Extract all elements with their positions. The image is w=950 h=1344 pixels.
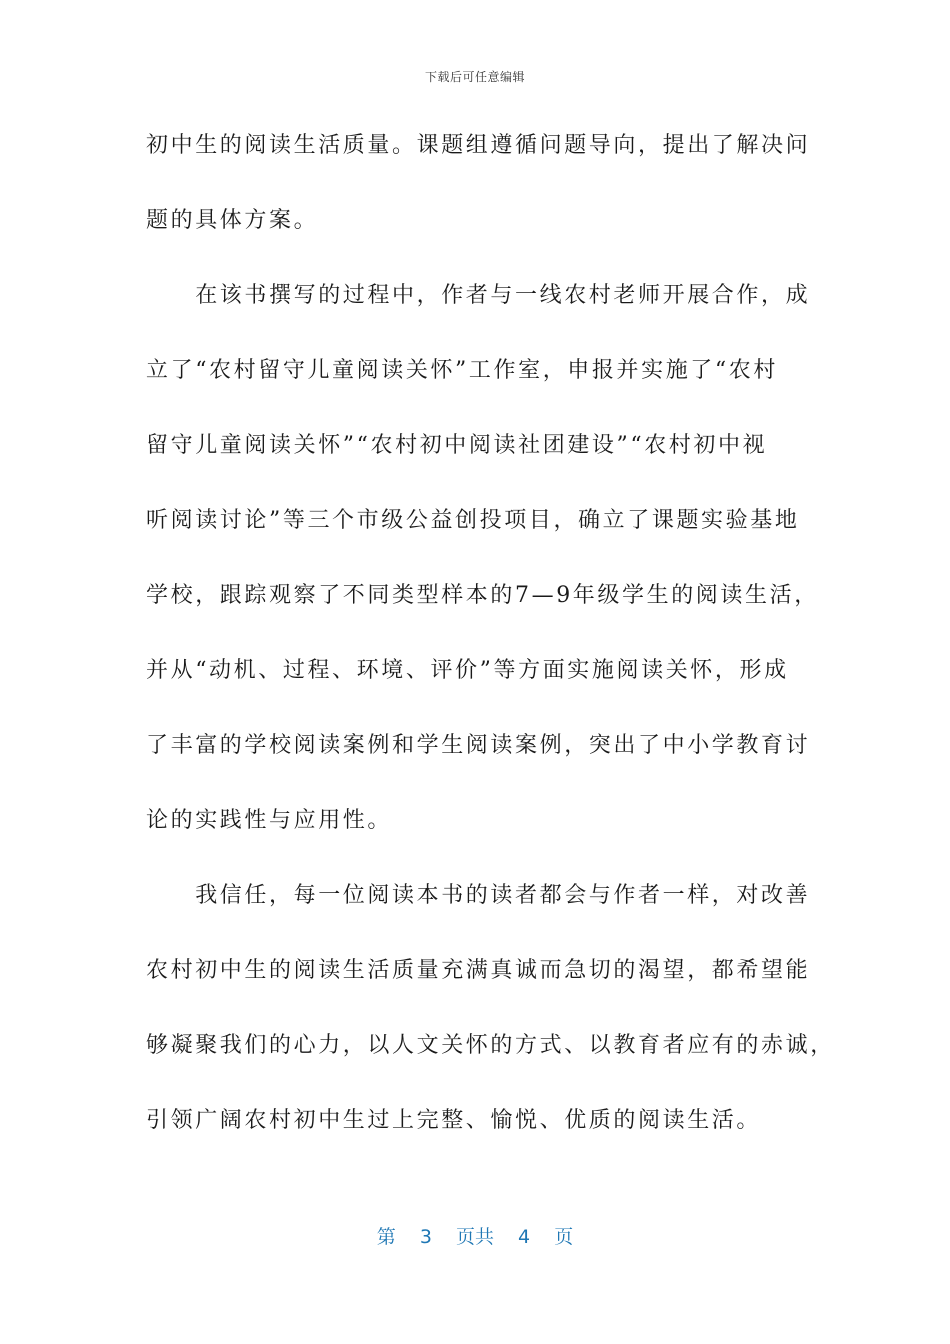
text-line: 题的具体方案。	[146, 208, 319, 233]
text-line: 初中生的阅读生活质量。课题组遵循问题导向，提出了解决问	[146, 133, 811, 158]
text-line: 立了“农村留守儿童阅读关怀”工作室，申报并实施了“农村	[146, 358, 778, 383]
text-line: 听阅读讨论”等三个市级公益创投项目，确立了课题实验基地	[146, 508, 800, 533]
text-line: 我信任，每一位阅读本书的读者都会与作者一样，对改善	[146, 883, 811, 908]
text-line: 够凝聚我们的心力，以人文关怀的方式、以教育者应有的赤诚，	[146, 1033, 835, 1058]
text-line: 在该书撰写的过程中，作者与一线农村老师开展合作，成	[146, 283, 811, 308]
text-line: 引领广阔农村初中生过上完整、愉悦、优质的阅读生活。	[146, 1108, 762, 1133]
footer-suffix: 页	[554, 1226, 574, 1248]
body-text	[146, 118, 835, 1168]
text-line: 留守儿童阅读关怀”“农村初中阅读社团建设”“农村初中视	[146, 433, 768, 458]
page-header: 下载后可任意编辑	[424, 70, 525, 84]
footer-prefix: 第	[376, 1226, 396, 1248]
page-footer	[0, 1222, 950, 1249]
footer-page-number: 3	[419, 1226, 432, 1248]
text-line: 并从“动机、过程、环境、评价”等方面实施阅读关怀，形成	[146, 658, 789, 683]
footer-total-pages: 4	[518, 1226, 531, 1248]
text-line: 论的实践性与应用性。	[146, 808, 393, 833]
text-line: 学校，跟踪观察了不同类型样本的7—9年级学生的阅读生活，	[146, 583, 819, 608]
text-line: 了丰富的学校阅读案例和学生阅读案例，突出了中小学教育讨	[146, 733, 811, 758]
footer-middle: 页共	[455, 1226, 494, 1248]
text-line: 农村初中生的阅读生活质量充满真诚而急切的渴望，都希望能	[146, 958, 811, 983]
